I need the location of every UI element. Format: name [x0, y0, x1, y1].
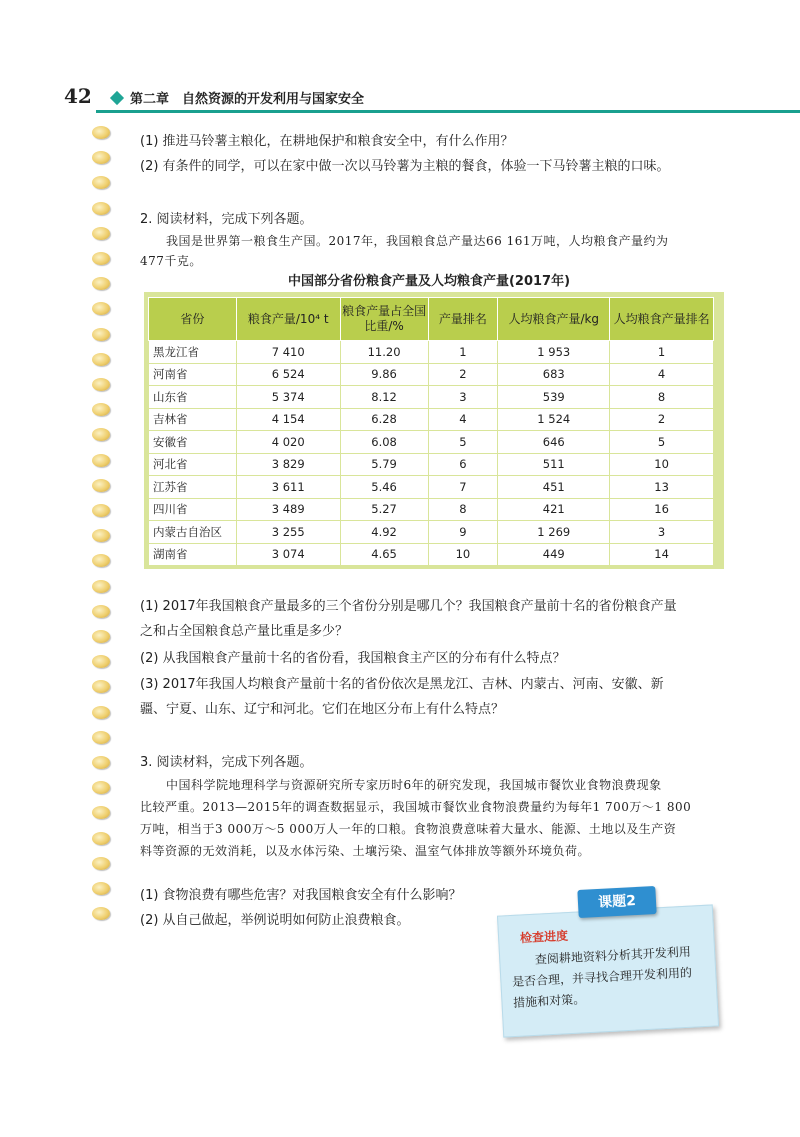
binder-ring-icon	[92, 202, 110, 215]
value-cell: 7 410	[236, 341, 340, 364]
value-cell: 9	[428, 521, 498, 544]
binder-ring-icon	[92, 378, 110, 391]
binder-ring-icon	[92, 504, 110, 517]
binder-ring-icon	[92, 907, 110, 920]
value-cell: 8	[428, 498, 498, 521]
page-header	[0, 84, 800, 114]
table-body	[149, 341, 714, 566]
binder-ring-icon	[92, 428, 110, 441]
value-cell: 11.20	[340, 341, 428, 364]
value-cell: 5.27	[340, 498, 428, 521]
value-cell: 4 154	[236, 408, 340, 431]
value-cell: 10	[610, 453, 714, 476]
section2-material-line1: 我国是世界第一粮食生产国。2017年，我国粮食总产量达66 161万吨，人均粮食产量约为	[166, 234, 669, 248]
binder-ring-icon	[92, 151, 110, 164]
table-row	[149, 543, 714, 566]
province-cell: 黑龙江省	[149, 341, 237, 364]
value-cell: 1 524	[498, 408, 610, 431]
value-cell: 5.79	[340, 453, 428, 476]
province-cell: 河北省	[149, 453, 237, 476]
value-cell: 10	[428, 543, 498, 566]
binder-ring-icon	[92, 252, 110, 265]
value-cell: 2	[428, 363, 498, 386]
binder-ring-icon	[92, 479, 110, 492]
binder-ring-icon	[92, 403, 110, 416]
section3-material-line3: 万吨，相当于3 000万～5 000万人一年的口粮。食物浪费意味着大量水、能源、土地以及生产资	[140, 822, 677, 836]
province-cell: 山东省	[149, 386, 237, 409]
value-cell: 3 255	[236, 521, 340, 544]
section3-material-line4: 料等资源的无效消耗，以及水体污染、土壤污染、温室气体排放等额外环境负荷。	[140, 844, 591, 858]
binder-ring-icon	[92, 781, 110, 794]
binder-ring-icon	[92, 680, 110, 693]
value-cell: 449	[498, 543, 610, 566]
value-cell: 3	[428, 386, 498, 409]
table-column-header: 人均粮食产量/kg	[498, 298, 610, 341]
table-row	[149, 476, 714, 499]
table-column-header: 粮食产量占全国比重/%	[340, 298, 428, 341]
section2-heading: 2. 阅读材料，完成下列各题。	[140, 212, 313, 227]
value-cell: 3	[610, 521, 714, 544]
binder-ring-icon	[92, 731, 110, 744]
value-cell: 539	[498, 386, 610, 409]
value-cell: 1 953	[498, 341, 610, 364]
province-cell: 江苏省	[149, 476, 237, 499]
value-cell: 683	[498, 363, 610, 386]
value-cell: 511	[498, 453, 610, 476]
table-row	[149, 431, 714, 454]
binder-ring-icon	[92, 655, 110, 668]
table-row	[149, 453, 714, 476]
province-cell: 吉林省	[149, 408, 237, 431]
province-cell: 河南省	[149, 363, 237, 386]
binder-ring-icon	[92, 302, 110, 315]
binder-ring-icon	[92, 756, 110, 769]
binder-ring-icon	[92, 857, 110, 870]
binder-ring-icon	[92, 605, 110, 618]
section2-question-1-line2: 之和占全国粮食总产量比重是多少？	[140, 624, 349, 639]
binder-rings	[92, 126, 114, 926]
section2-question-1-line1: (1) 2017年我国粮食产量最多的三个省份分别是哪几个？我国粮食产量前十名的省份粮食产量	[140, 599, 677, 614]
value-cell: 5.46	[340, 476, 428, 499]
section2-question-3-line2: 疆、宁夏、山东、辽宁和河北。它们在地区分布上有什么特点？	[140, 702, 505, 717]
binder-ring-icon	[92, 277, 110, 290]
top-question-1: (1) 推进马铃薯主粮化，在耕地保护和粮食安全中，有什么作用？	[140, 134, 514, 149]
province-cell: 安徽省	[149, 431, 237, 454]
value-cell: 4.92	[340, 521, 428, 544]
value-cell: 8	[610, 386, 714, 409]
value-cell: 421	[498, 498, 610, 521]
province-cell: 内蒙古自治区	[149, 521, 237, 544]
header-rule	[96, 110, 800, 113]
value-cell: 4 020	[236, 431, 340, 454]
table-row	[149, 341, 714, 364]
binder-ring-icon	[92, 454, 110, 467]
value-cell: 4	[428, 408, 498, 431]
table-row	[149, 408, 714, 431]
binder-ring-icon	[92, 706, 110, 719]
binder-ring-icon	[92, 832, 110, 845]
value-cell: 6 524	[236, 363, 340, 386]
section3-question-1: (1) 食物浪费有哪些危害？对我国粮食安全有什么影响？	[140, 888, 462, 903]
table-title: 中国部分省份粮食产量及人均粮食产量(2017年)	[287, 274, 571, 289]
value-cell: 5	[428, 431, 498, 454]
province-cell: 湖南省	[149, 543, 237, 566]
card-heading: 检查进度	[519, 928, 569, 946]
province-cell: 四川省	[149, 498, 237, 521]
binder-ring-icon	[92, 882, 110, 895]
section3-material-line2: 比较严重。2013—2015年的调查数据显示，我国城市餐饮业食物浪费量约为每年1 700万～1 800	[140, 800, 692, 814]
table-header-row	[149, 298, 714, 341]
value-cell: 646	[498, 431, 610, 454]
binder-ring-icon	[92, 353, 110, 366]
binder-ring-icon	[92, 554, 110, 567]
value-cell: 3 074	[236, 543, 340, 566]
value-cell: 451	[498, 476, 610, 499]
binder-ring-icon	[92, 227, 110, 240]
table-row	[149, 363, 714, 386]
value-cell: 6	[428, 453, 498, 476]
value-cell: 3 611	[236, 476, 340, 499]
table-column-header: 粮食产量/10⁴ t	[236, 298, 340, 341]
section2-material-line2: 477千克。	[140, 254, 202, 268]
value-cell: 3 489	[236, 498, 340, 521]
binder-ring-icon	[92, 328, 110, 341]
binder-ring-icon	[92, 126, 110, 139]
value-cell: 16	[610, 498, 714, 521]
topic-badge: 课题2	[577, 886, 656, 918]
binder-ring-icon	[92, 529, 110, 542]
table-column-header: 省份	[149, 298, 237, 341]
table-column-header: 人均粮食产量排名	[610, 298, 714, 341]
value-cell: 13	[610, 476, 714, 499]
table-row	[149, 498, 714, 521]
table-column-header: 产量排名	[428, 298, 498, 341]
value-cell: 5	[610, 431, 714, 454]
chapter-title: 第二章 自然资源的开发利用与国家安全	[130, 92, 365, 107]
value-cell: 3 829	[236, 453, 340, 476]
card-text: 查阅耕地资料分析其开发利用是否合理，并寻找合理开发利用的措施和对策。	[511, 944, 693, 1010]
binder-ring-icon	[92, 580, 110, 593]
top-question-2: (2) 有条件的同学，可以在家中做一次以马铃薯为主粮的餐食，体验一下马铃薯主粮的口味。	[140, 159, 670, 174]
value-cell: 4.65	[340, 543, 428, 566]
value-cell: 1	[610, 341, 714, 364]
value-cell: 6.08	[340, 431, 428, 454]
value-cell: 5 374	[236, 386, 340, 409]
page-number: 42	[64, 84, 92, 108]
diamond-bullet-icon	[110, 91, 124, 105]
value-cell: 4	[610, 363, 714, 386]
value-cell: 6.28	[340, 408, 428, 431]
section3-material-line1: 中国科学院地理科学与资源研究所专家历时6年的研究发现，我国城市餐饮业食物浪费现象	[166, 778, 662, 792]
value-cell: 8.12	[340, 386, 428, 409]
table-row	[149, 386, 714, 409]
value-cell: 9.86	[340, 363, 428, 386]
section2-question-2: (2) 从我国粮食产量前十名的省份看，我国粮食主产区的分布有什么特点？	[140, 651, 566, 666]
table-row	[149, 521, 714, 544]
value-cell: 7	[428, 476, 498, 499]
value-cell: 1	[428, 341, 498, 364]
value-cell: 2	[610, 408, 714, 431]
binder-ring-icon	[92, 630, 110, 643]
binder-ring-icon	[92, 176, 110, 189]
binder-ring-icon	[92, 806, 110, 819]
section3-heading: 3. 阅读材料，完成下列各题。	[140, 755, 313, 770]
grain-table	[148, 297, 714, 566]
value-cell: 1 269	[498, 521, 610, 544]
section3-question-2: (2) 从自己做起，举例说明如何防止浪费粮食。	[140, 913, 410, 928]
value-cell: 14	[610, 543, 714, 566]
section2-question-3-line1: (3) 2017年我国人均粮食产量前十名的省份依次是黑龙江、吉林、内蒙古、河南、安徽、新	[140, 677, 664, 692]
